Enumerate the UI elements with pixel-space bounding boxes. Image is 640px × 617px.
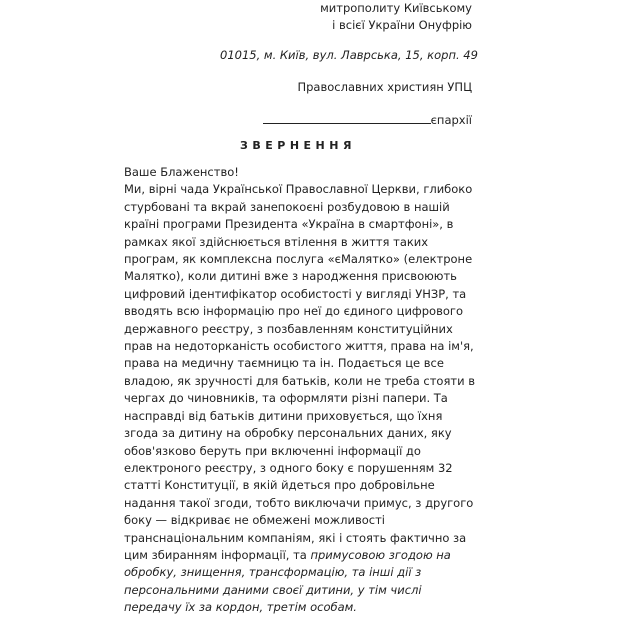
addressee-line-1: митрополиту Київському	[320, 1, 472, 15]
eparchy-suffix: єпархії	[430, 113, 472, 127]
sender-line: Православних християн УПЦ	[297, 80, 472, 94]
document-heading: ЗВЕРНЕННЯ	[240, 139, 356, 152]
eparchy-blank	[263, 111, 431, 124]
eparchy-line	[220, 111, 472, 129]
body-italic-text: примусовою згодою на обробку, знищення, трансформацію, та інші дії з персональними даними своєї дитини, у тім числі передачу їх за кордон, третім особам.	[124, 547, 451, 615]
addressee-address: 01015, м. Київ, вул. Лаврська, 15, корп. 49	[220, 48, 478, 62]
addressee-line-2: і всієї України Онуфрію	[332, 18, 472, 32]
body-main-text: Ми, вірні чада Української Православної Церкви, глибоко стурбовані та вкрай занепокоєні розбудовою в нашій країні програми Президента «Україна в смартфоні», в рамках якої здійснюється втілення в життя таких програм, як комплексна послуга «єМалятко» (електроне Малятко), коли дитині вже з народження присвоюють цифровий ідентифікатор особистості у вигляді УНЗР, та вводять всю інформацію про неї до єдиного цифрового державного реєстру, з позбавленням конституційних прав на недоторканість особистого життя, права на ім'я, права на медичну таємницю та ін. Подається це все владою, як зручності для батьків, коли не треба стояти в чергах до чиновників, та оформляти різні папери. Та насправді від батьків дитини приховується, що їхня згода за дитину на обробку персональних даних, яку обов'язково беруть при включенні інформації до електроного реєстру, з одного боку є порушенням 32 статті Конституції, в якій йдеться про добровільне надання такої згоди, тобто виключачи примус, з другого боку — відкриває не обмежені можливості транснаціональним компаніям, які і стоять фактично за цим збиранням інформації, та	[124, 182, 475, 562]
body-paragraph	[124, 181, 476, 616]
document-body	[124, 164, 476, 617]
salutation: Ваше Блаженство!	[124, 165, 239, 179]
